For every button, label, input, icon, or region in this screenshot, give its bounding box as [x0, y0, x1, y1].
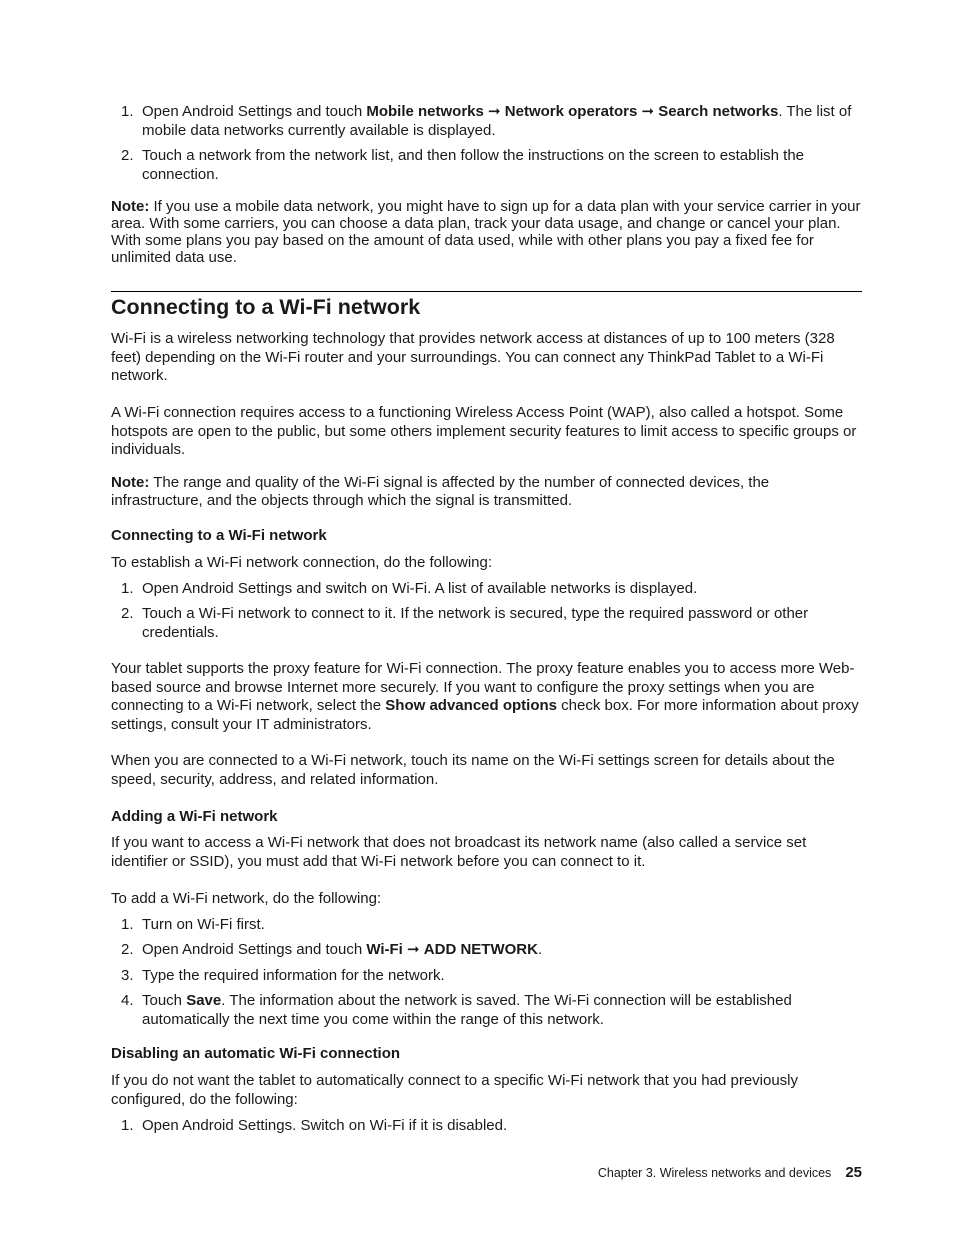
note-paragraph: Note: If you use a mobile data network, you might have to sign up for a data plan with your service carrier in your area. With some carriers, you can choose a data plan, track your data usage, and change or cancel your plan. With some plans you pay based on the amount of data used, while with other plans you pay a fixed fee for unlimited data use.	[111, 198, 861, 266]
page-footer	[598, 1164, 862, 1182]
list-item: 1. Open Android Settings and switch on Wi-Fi. A list of available networks is displayed.	[121, 580, 698, 597]
note-paragraph: Note: The range and quality of the Wi-Fi signal is affected by the number of connected devices, the infrastructure, and the objects through which the signal is transmitted.	[111, 474, 770, 509]
paragraph: A Wi-Fi connection requires access to a functioning Wireless Access Point (WAP), also called a hotspot. Some hotspots are open to the public, but some others implement security features to limit access to specific groups or individuals.	[111, 404, 857, 458]
list-number: 3.	[121, 967, 134, 984]
paragraph: Your tablet supports the proxy feature for Wi-Fi connection. The proxy feature enables you to access more Web-based source and browse Internet more securely. If you want to configure the proxy settings when you are connecting to a Wi-Fi network, select the Show advanced options check box. For more information about proxy settings, consult your IT administrators.	[111, 660, 859, 733]
list-item: 3. Type the required information for the network.	[121, 967, 445, 984]
list-number: 2.	[121, 147, 134, 164]
paragraph: To establish a Wi-Fi network connection, do the following:	[111, 554, 493, 571]
numbered-list	[111, 102, 862, 184]
list-number: 1.	[121, 1117, 134, 1134]
list-number: 2.	[121, 941, 134, 958]
list-item: 4. Touch Save. The information about the network is saved. The Wi-Fi connection will be established automatically the next time you come within the range of this network.	[121, 992, 792, 1028]
page-number: 25	[845, 1164, 862, 1181]
list-item: 1. Turn on Wi-Fi first.	[121, 916, 265, 933]
list-number: 1.	[121, 103, 134, 120]
list-item: 2. Open Android Settings and touch Wi-Fi ➞ ADD NETWORK.	[121, 941, 543, 958]
subsection-title: Connecting to a Wi-Fi network	[111, 527, 327, 544]
list-number: 1.	[121, 916, 134, 933]
list-item: 1. Open Android Settings and touch Mobile networks ➞ Network operators ➞ Search networks. The list of mobile data networks currently available is displayed.	[121, 103, 852, 139]
list-number: 2.	[121, 605, 134, 622]
numbered-list	[111, 1116, 862, 1135]
list-number: 1.	[121, 580, 134, 597]
list-item: 2. Touch a network from the network list, and then follow the instructions on the screen to establish the connection.	[121, 147, 805, 183]
numbered-list	[111, 915, 862, 1029]
arrow-icon: ➞	[488, 103, 501, 120]
list-number: 4.	[121, 992, 134, 1009]
paragraph: If you do not want the tablet to automatically connect to a specific Wi-Fi network that you had previously configured, do the following:	[111, 1072, 799, 1108]
paragraph: To add a Wi-Fi network, do the following:	[111, 890, 382, 907]
arrow-icon: ➞	[407, 941, 420, 958]
paragraph: If you want to access a Wi-Fi network that does not broadcast its network name (also called a service set identifier or SSID), you must add that Wi-Fi network before you can connect to it.	[111, 834, 807, 870]
paragraph: Wi-Fi is a wireless networking technology that provides network access at distances of up to 100 meters (328 feet) depending on the Wi-Fi router and your surroundings. You can connect any ThinkPad Tablet to a Wi-Fi network.	[111, 330, 835, 384]
list-item: 1. Open Android Settings. Switch on Wi-Fi if it is disabled.	[121, 1117, 508, 1134]
section-title: Connecting to a Wi-Fi network	[111, 295, 421, 319]
section-divider	[111, 291, 862, 292]
list-item: 2. Touch a Wi-Fi network to connect to it. If the network is secured, type the required password or other credentials.	[121, 605, 809, 641]
arrow-icon: ➞	[641, 103, 655, 120]
subsection-title: Adding a Wi-Fi network	[111, 808, 278, 825]
numbered-list	[111, 579, 862, 642]
chapter-label: Chapter 3. Wireless networks and devices	[597, 1166, 832, 1180]
paragraph: When you are connected to a Wi-Fi network, touch its name on the Wi-Fi settings screen for details about the speed, security, address, and related information.	[111, 752, 835, 788]
subsection-title: Disabling an automatic Wi-Fi connection	[111, 1045, 401, 1062]
